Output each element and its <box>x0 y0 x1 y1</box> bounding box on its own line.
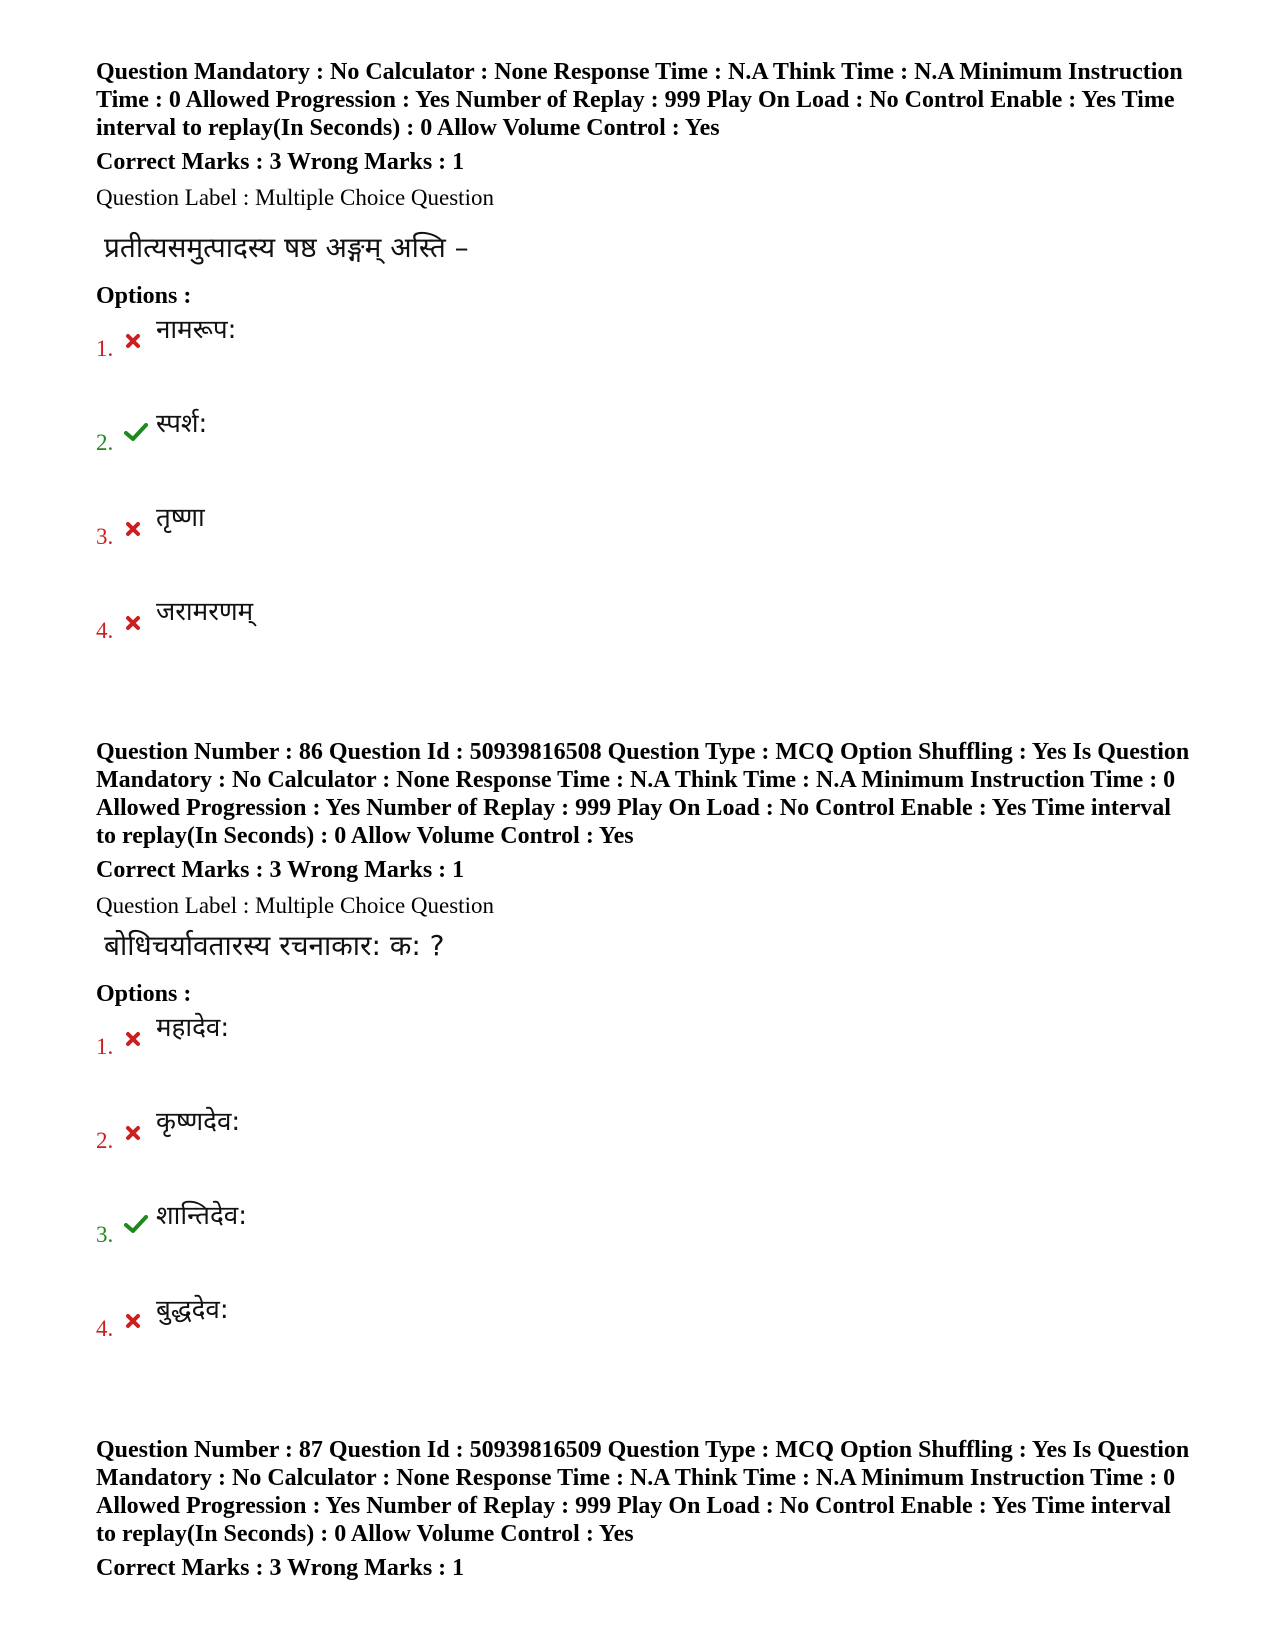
option-text: जरामरणम् <box>156 597 254 627</box>
question-label: Question Label : Multiple Choice Question <box>96 893 494 918</box>
option-1 <box>96 310 1196 404</box>
option-3 <box>96 1196 1196 1290</box>
check-icon <box>124 1214 142 1232</box>
question-meta: Question Number : 86 Question Id : 50939816508 Question Type : MCQ Option Shuffling : Yes Is Question Mandatory : No Calculator : None Response Time : N.A Think Time : N.A Minimum Instruction Time : 0 Allowed Progression : Yes Number of Replay : 999 Play On Load : No Control Enable : Yes Time interval to replay(In Seconds) : 0 Allow Volume Control : Yes <box>96 739 1190 849</box>
question-86 <box>96 738 1196 1384</box>
cross-icon <box>124 332 142 350</box>
option-number: 2. <box>96 430 114 455</box>
option-text: नामरूप: <box>156 315 237 345</box>
option-number: 1. <box>96 1034 114 1059</box>
option-2 <box>96 1102 1196 1196</box>
question-stem: बोधिचर्यावतारस्य रचनाकार: क: ? <box>104 929 445 962</box>
cross-icon <box>124 1030 142 1048</box>
option-number: 3. <box>96 524 114 549</box>
cross-icon <box>124 520 142 538</box>
question-85 <box>96 58 1196 686</box>
cross-icon <box>124 1312 142 1330</box>
question-87 <box>96 1436 1196 1582</box>
question-stem: प्रतीत्यसमुत्पादस्य षष्ठ अङ्गम् अस्ति – <box>104 231 469 264</box>
option-number: 1. <box>96 336 114 361</box>
question-label: Question Label : Multiple Choice Question <box>96 185 494 210</box>
cross-icon <box>124 1124 142 1142</box>
option-text: शान्तिदेव: <box>156 1201 247 1231</box>
option-4 <box>96 592 1196 686</box>
option-4 <box>96 1290 1196 1384</box>
option-number: 4. <box>96 1316 114 1341</box>
question-marks: Correct Marks : 3 Wrong Marks : 1 <box>96 1555 465 1581</box>
cross-icon <box>124 614 142 632</box>
question-paper <box>96 58 1196 1582</box>
check-icon <box>124 422 142 440</box>
options-list <box>96 310 1196 686</box>
question-meta: Question Number : 87 Question Id : 50939816509 Question Type : MCQ Option Shuffling : Yes Is Question Mandatory : No Calculator : None Response Time : N.A Think Time : N.A Minimum Instruction Time : 0 Allowed Progression : Yes Number of Replay : 999 Play On Load : No Control Enable : Yes Time interval to replay(In Seconds) : 0 Allow Volume Control : Yes <box>96 1437 1190 1547</box>
options-heading: Options : <box>96 283 192 309</box>
option-text: तृष्णा <box>156 503 205 533</box>
option-number: 3. <box>96 1222 114 1247</box>
option-text: महादेव: <box>156 1013 230 1043</box>
option-text: स्पर्श: <box>156 409 208 439</box>
options-heading: Options : <box>96 981 192 1007</box>
options-list <box>96 1008 1196 1384</box>
question-marks: Correct Marks : 3 Wrong Marks : 1 <box>96 857 465 883</box>
option-1 <box>96 1008 1196 1102</box>
question-meta: Question Mandatory : No Calculator : None Response Time : N.A Think Time : N.A Minimum Instruction Time : 0 Allowed Progression : Yes Number of Replay : 999 Play On Load : No Control Enable : Yes Time interval to replay(In Seconds) : 0 Allow Volume Control : Yes <box>96 59 1183 141</box>
option-3 <box>96 498 1196 592</box>
question-marks: Correct Marks : 3 Wrong Marks : 1 <box>96 149 465 175</box>
option-2 <box>96 404 1196 498</box>
option-number: 4. <box>96 618 114 643</box>
option-text: बुद्धदेव: <box>156 1295 229 1325</box>
option-number: 2. <box>96 1128 114 1153</box>
option-text: कृष्णदेव: <box>156 1107 241 1137</box>
